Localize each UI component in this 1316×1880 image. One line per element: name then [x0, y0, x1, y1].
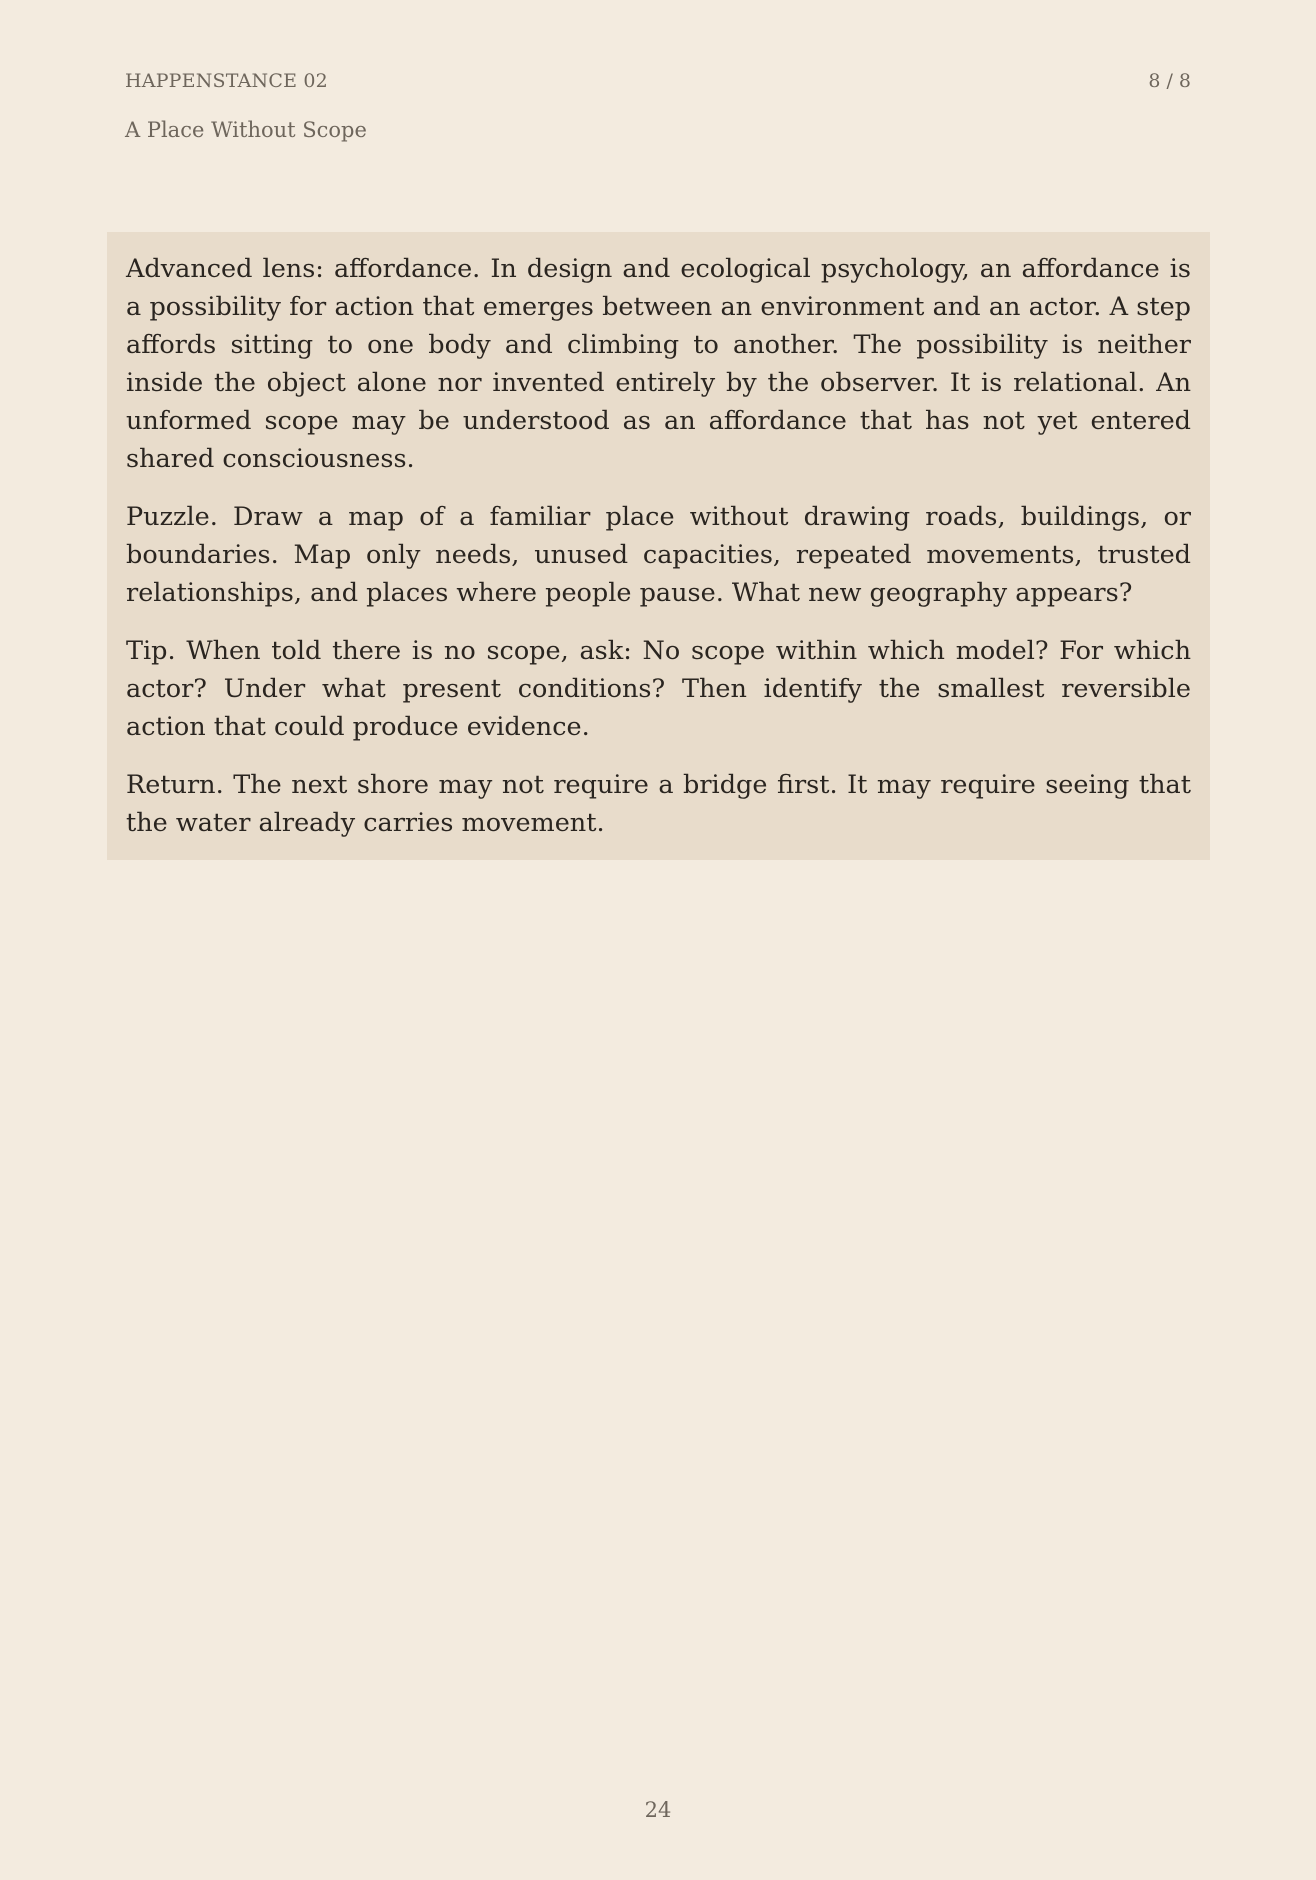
series-label: HAPPENSTANCE 02: [125, 70, 328, 92]
paragraph-return: Return. The next shore may not require a bridge first. It may require seeing that the water already carries movement.: [126, 770, 1191, 838]
paragraph-puzzle: Puzzle. Draw a map of a familiar place without drawing roads, buildings, or boundaries. Map only needs, unused capacities, repeated movements, trusted relationships, and places where people pause. What new geography appears?: [126, 502, 1191, 608]
page-number: 24: [644, 1798, 672, 1822]
chapter-subtitle: A Place Without Scope: [125, 118, 367, 142]
paragraph-advanced-lens: Advanced lens: affordance. In design and ecological psychology, an affordance is a possibility for action that emerges between an environment and an actor. A step affords sitting to one body and climbing to another. The possibility is neither inside the object alone nor invented entirely by the observer. It is relational. An unformed scope may be understood as an affordance that has not yet entered shared consciousness.: [126, 254, 1191, 474]
content-panel: [107, 232, 1210, 860]
paragraph-tip: Tip. When told there is no scope, ask: No scope within which model? For which actor? Under what present conditions? Then identify the smallest reversible action that could produce evidence.: [126, 636, 1191, 742]
page-progress: 8 / 8: [1148, 70, 1191, 92]
